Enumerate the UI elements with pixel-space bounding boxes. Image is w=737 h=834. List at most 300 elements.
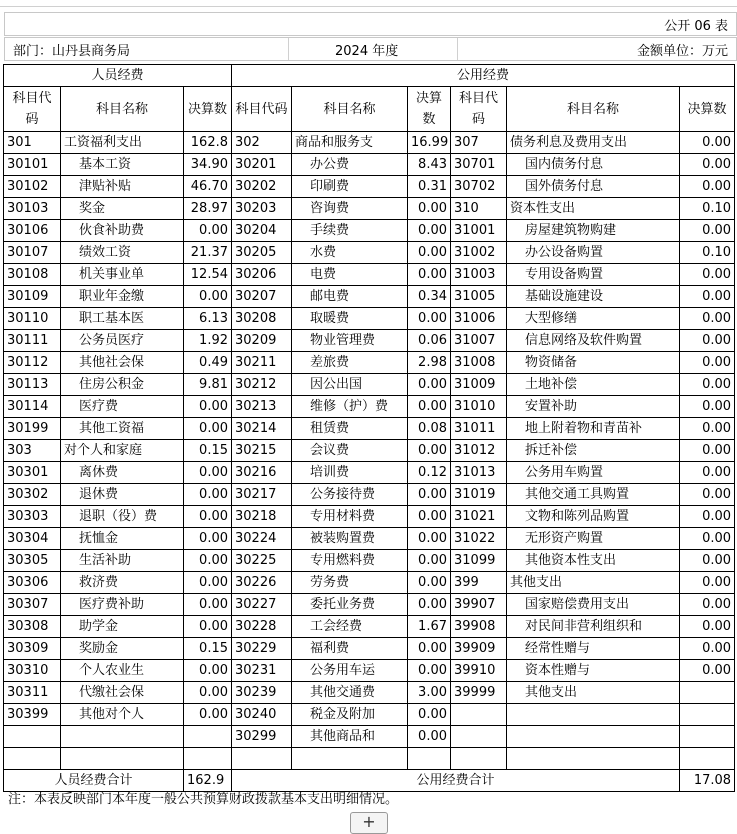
- code-cell: 31002: [451, 242, 507, 264]
- table-row: [4, 594, 735, 616]
- amount-cell: 0.00: [680, 286, 735, 308]
- code-cell: 31021: [451, 506, 507, 528]
- name-cell: 其他交通工具购置: [507, 484, 680, 506]
- name-cell: 其他社会保: [61, 352, 184, 374]
- name-cell: 个人农业生: [61, 660, 184, 682]
- name-cell: 工会经费: [292, 616, 408, 638]
- column-header-code: 科目代码: [4, 87, 61, 132]
- name-cell: 助学金: [61, 616, 184, 638]
- name-cell: 培训费: [292, 462, 408, 484]
- amount-cell: 0.00: [680, 638, 735, 660]
- name-cell: 物业管理费: [292, 330, 408, 352]
- amount-cell: 0.12: [408, 462, 451, 484]
- name-cell: 工资福利支出: [61, 132, 184, 154]
- name-cell: 邮电费: [292, 286, 408, 308]
- code-cell: 31012: [451, 440, 507, 462]
- name-cell: 其他支出: [507, 572, 680, 594]
- column-header-amount: 决算数: [680, 87, 735, 132]
- table-row: [4, 220, 735, 242]
- code-cell: 30216: [232, 462, 292, 484]
- amount-cell: 0.00: [184, 616, 232, 638]
- amount-cell: 46.70: [184, 176, 232, 198]
- code-cell: 39910: [451, 660, 507, 682]
- amount-cell: 16.99: [408, 132, 451, 154]
- public-total-label: 公用经费合计: [232, 770, 680, 792]
- name-cell: 其他交通费: [292, 682, 408, 704]
- code-cell: 30114: [4, 396, 61, 418]
- amount-cell: 0.00: [680, 550, 735, 572]
- amount-cell: 0.00: [408, 594, 451, 616]
- name-cell: 大型修缮: [507, 308, 680, 330]
- column-header-amount: 决算数: [408, 87, 451, 132]
- name-cell: 救济费: [61, 572, 184, 594]
- name-cell: 资本性赠与: [507, 660, 680, 682]
- amount-cell: 0.00: [408, 660, 451, 682]
- amount-cell: 0.00: [680, 132, 735, 154]
- name-cell: 咨询费: [292, 198, 408, 220]
- name-cell: 职业年金缴: [61, 286, 184, 308]
- code-cell: 30304: [4, 528, 61, 550]
- amount-cell: 0.15: [184, 440, 232, 462]
- table-row: [4, 462, 735, 484]
- amount-cell: 0.00: [408, 198, 451, 220]
- column-header-code: 科目代码: [451, 87, 507, 132]
- table-row: [4, 286, 735, 308]
- code-cell: [4, 726, 61, 748]
- code-cell: 31010: [451, 396, 507, 418]
- name-cell: [61, 726, 184, 748]
- amount-cell: 0.00: [184, 396, 232, 418]
- amount-cell: 3.00: [408, 682, 451, 704]
- code-cell: 303: [4, 440, 61, 462]
- name-cell: 国外债务付息: [507, 176, 680, 198]
- code-cell: 30229: [232, 638, 292, 660]
- amount-cell: 0.00: [680, 594, 735, 616]
- name-cell: 国家赔偿费用支出: [507, 594, 680, 616]
- name-cell: 因公出国: [292, 374, 408, 396]
- code-cell: 30224: [232, 528, 292, 550]
- name-cell: 经常性赠与: [507, 638, 680, 660]
- amount-cell: 21.37: [184, 242, 232, 264]
- column-header-code: 科目代码: [232, 87, 292, 132]
- code-cell: 302: [232, 132, 292, 154]
- code-cell: [451, 748, 507, 770]
- amount-cell: [680, 704, 735, 726]
- code-cell: 30399: [4, 704, 61, 726]
- amount-cell: 6.13: [184, 308, 232, 330]
- amount-cell: 0.00: [680, 572, 735, 594]
- code-cell: 30113: [4, 374, 61, 396]
- amount-cell: 0.00: [680, 154, 735, 176]
- code-cell: 30212: [232, 374, 292, 396]
- table-row: [4, 330, 735, 352]
- name-cell: 津贴补贴: [61, 176, 184, 198]
- code-cell: 31003: [451, 264, 507, 286]
- table-row: [4, 572, 735, 594]
- name-cell: 基础设施建设: [507, 286, 680, 308]
- amount-cell: 0.10: [680, 242, 735, 264]
- amount-cell: 9.81: [184, 374, 232, 396]
- name-cell: 伙食补助费: [61, 220, 184, 242]
- name-cell: 退休费: [61, 484, 184, 506]
- name-cell: 电费: [292, 264, 408, 286]
- code-cell: 30202: [232, 176, 292, 198]
- code-cell: 30239: [232, 682, 292, 704]
- name-cell: [507, 748, 680, 770]
- personnel-total-label: 人员经费合计: [4, 770, 184, 792]
- code-cell: 30106: [4, 220, 61, 242]
- name-cell: 公务用车运: [292, 660, 408, 682]
- amount-cell: 0.34: [408, 286, 451, 308]
- amount-cell: 34.90: [184, 154, 232, 176]
- name-cell: 生活补助: [61, 550, 184, 572]
- name-cell: 维修（护）费: [292, 396, 408, 418]
- name-cell: 税金及附加: [292, 704, 408, 726]
- code-cell: 31019: [451, 484, 507, 506]
- amount-cell: 0.08: [408, 418, 451, 440]
- table-row: [4, 352, 735, 374]
- table-row: [4, 528, 735, 550]
- name-cell: 奖金: [61, 198, 184, 220]
- amount-cell: 0.00: [184, 462, 232, 484]
- name-cell: 劳务费: [292, 572, 408, 594]
- name-cell: [61, 748, 184, 770]
- amount-cell: 0.06: [408, 330, 451, 352]
- name-cell: 医疗费补助: [61, 594, 184, 616]
- name-cell: 专用燃料费: [292, 550, 408, 572]
- amount-cell: 1.92: [184, 330, 232, 352]
- amount-cell: 0.00: [680, 264, 735, 286]
- name-cell: 基本工资: [61, 154, 184, 176]
- name-cell: [292, 748, 408, 770]
- expenditure-table: [3, 64, 735, 792]
- code-cell: 31011: [451, 418, 507, 440]
- info-divider: [288, 38, 289, 60]
- code-cell: [4, 748, 61, 770]
- code-cell: 31009: [451, 374, 507, 396]
- code-cell: 30301: [4, 462, 61, 484]
- code-cell: 30305: [4, 550, 61, 572]
- name-cell: [507, 704, 680, 726]
- table-row: [4, 704, 735, 726]
- amount-cell: 0.00: [680, 374, 735, 396]
- code-cell: 30201: [232, 154, 292, 176]
- name-cell: 离休费: [61, 462, 184, 484]
- amount-cell: 0.00: [184, 484, 232, 506]
- name-cell: 无形资产购置: [507, 528, 680, 550]
- code-cell: 30309: [4, 638, 61, 660]
- amount-cell: 0.31: [408, 176, 451, 198]
- name-cell: 公务用车购置: [507, 462, 680, 484]
- name-cell: 国内债务付息: [507, 154, 680, 176]
- name-cell: 医疗费: [61, 396, 184, 418]
- code-cell: 30311: [4, 682, 61, 704]
- name-cell: 住房公积金: [61, 374, 184, 396]
- amount-cell: [184, 748, 232, 770]
- unit-label: 金额单位：万元: [636, 44, 728, 59]
- table-row: [4, 132, 735, 154]
- amount-cell: 0.00: [680, 418, 735, 440]
- amount-cell: 0.00: [184, 572, 232, 594]
- amount-cell: 0.00: [408, 704, 451, 726]
- table-row: [4, 418, 735, 440]
- code-cell: 30103: [4, 198, 61, 220]
- amount-cell: 0.00: [184, 594, 232, 616]
- table-row: [4, 264, 735, 286]
- amount-cell: 0.00: [680, 660, 735, 682]
- name-cell: 其他工资福: [61, 418, 184, 440]
- name-cell: 资本性支出: [507, 198, 680, 220]
- amount-cell: 0.00: [408, 550, 451, 572]
- amount-cell: 0.00: [408, 374, 451, 396]
- name-cell: 安置补助: [507, 396, 680, 418]
- code-cell: 39999: [451, 682, 507, 704]
- name-cell: 物资储备: [507, 352, 680, 374]
- name-cell: 职工基本医: [61, 308, 184, 330]
- code-cell: 30214: [232, 418, 292, 440]
- name-cell: 房屋建筑物购建: [507, 220, 680, 242]
- name-cell: 抚恤金: [61, 528, 184, 550]
- code-cell: 30702: [451, 176, 507, 198]
- code-cell: 30199: [4, 418, 61, 440]
- code-cell: 301: [4, 132, 61, 154]
- table-row: [4, 242, 735, 264]
- table-row: [4, 484, 735, 506]
- code-cell: 30203: [232, 198, 292, 220]
- amount-cell: 0.49: [184, 352, 232, 374]
- amount-cell: 0.00: [184, 506, 232, 528]
- table-row: [4, 748, 735, 770]
- amount-cell: 0.00: [184, 418, 232, 440]
- table-number-row: [4, 12, 737, 36]
- code-cell: 30211: [232, 352, 292, 374]
- amount-cell: [184, 726, 232, 748]
- amount-cell: 0.00: [680, 462, 735, 484]
- code-cell: 30209: [232, 330, 292, 352]
- table-row: [4, 176, 735, 198]
- amount-cell: 162.8: [184, 132, 232, 154]
- amount-cell: [680, 748, 735, 770]
- code-cell: 30299: [232, 726, 292, 748]
- zoom-in-button[interactable]: +: [350, 812, 388, 834]
- amount-cell: 0.00: [408, 484, 451, 506]
- name-cell: 专用材料费: [292, 506, 408, 528]
- amount-cell: 0.00: [408, 528, 451, 550]
- code-cell: 30231: [232, 660, 292, 682]
- name-cell: 地上附着物和青苗补: [507, 418, 680, 440]
- amount-cell: 0.00: [408, 506, 451, 528]
- code-cell: 39908: [451, 616, 507, 638]
- amount-cell: 0.10: [680, 198, 735, 220]
- column-header-row: [4, 87, 735, 132]
- name-cell: 委托业务费: [292, 594, 408, 616]
- name-cell: 机关事业单: [61, 264, 184, 286]
- name-cell: 其他资本性支出: [507, 550, 680, 572]
- amount-cell: 0.00: [680, 440, 735, 462]
- name-cell: 专用设备购置: [507, 264, 680, 286]
- info-divider: [457, 38, 458, 60]
- code-cell: 39909: [451, 638, 507, 660]
- amount-cell: 8.43: [408, 154, 451, 176]
- code-cell: 30206: [232, 264, 292, 286]
- table-row: [4, 198, 735, 220]
- amount-cell: 0.00: [408, 638, 451, 660]
- name-cell: 对个人和家庭: [61, 440, 184, 462]
- name-cell: 债务利息及费用支出: [507, 132, 680, 154]
- name-cell: 租赁费: [292, 418, 408, 440]
- table-row: [4, 308, 735, 330]
- public-section-title: 公用经费: [232, 65, 735, 87]
- name-cell: 水费: [292, 242, 408, 264]
- amount-cell: 0.00: [680, 396, 735, 418]
- amount-cell: 0.00: [408, 220, 451, 242]
- amount-cell: 0.15: [184, 638, 232, 660]
- amount-cell: 28.97: [184, 198, 232, 220]
- amount-cell: 0.00: [408, 396, 451, 418]
- name-cell: 退职（役）费: [61, 506, 184, 528]
- name-cell: 印刷费: [292, 176, 408, 198]
- code-cell: 30225: [232, 550, 292, 572]
- table-row: [4, 638, 735, 660]
- personnel-total-value: 162.9: [184, 770, 232, 792]
- name-cell: 商品和服务支: [292, 132, 408, 154]
- personnel-section-title: 人员经费: [4, 65, 232, 87]
- name-cell: 奖励金: [61, 638, 184, 660]
- table-row: [4, 374, 735, 396]
- code-cell: 30310: [4, 660, 61, 682]
- amount-cell: 0.00: [680, 528, 735, 550]
- code-cell: 30307: [4, 594, 61, 616]
- amount-cell: 0.00: [680, 352, 735, 374]
- name-cell: 公务接待费: [292, 484, 408, 506]
- info-row: [4, 37, 737, 61]
- table-row: [4, 726, 735, 748]
- table-number: 公开 06 表: [664, 19, 728, 34]
- amount-cell: 1.67: [408, 616, 451, 638]
- amount-cell: 0.00: [680, 308, 735, 330]
- name-cell: 其他支出: [507, 682, 680, 704]
- amount-cell: 0.00: [184, 682, 232, 704]
- table-row: [4, 440, 735, 462]
- code-cell: 30302: [4, 484, 61, 506]
- code-cell: 30107: [4, 242, 61, 264]
- table-row: [4, 616, 735, 638]
- name-cell: 福利费: [292, 638, 408, 660]
- code-cell: 31007: [451, 330, 507, 352]
- code-cell: 30240: [232, 704, 292, 726]
- amount-cell: 0.00: [408, 572, 451, 594]
- public-total-value: 17.08: [680, 770, 735, 792]
- amount-cell: 0.00: [184, 528, 232, 550]
- name-cell: 被装购置费: [292, 528, 408, 550]
- amount-cell: 0.00: [680, 506, 735, 528]
- name-cell: 办公设备购置: [507, 242, 680, 264]
- code-cell: 30228: [232, 616, 292, 638]
- code-cell: 30108: [4, 264, 61, 286]
- amount-cell: 0.00: [184, 286, 232, 308]
- code-cell: 30308: [4, 616, 61, 638]
- code-cell: 307: [451, 132, 507, 154]
- year-label: 2024 年度: [335, 44, 399, 59]
- code-cell: 30226: [232, 572, 292, 594]
- code-cell: 30207: [232, 286, 292, 308]
- amount-cell: [680, 726, 735, 748]
- amount-cell: 0.00: [408, 242, 451, 264]
- code-cell: 31005: [451, 286, 507, 308]
- code-cell: 31013: [451, 462, 507, 484]
- name-cell: [507, 726, 680, 748]
- amount-cell: [408, 748, 451, 770]
- name-cell: 取暖费: [292, 308, 408, 330]
- code-cell: 30227: [232, 594, 292, 616]
- amount-cell: [680, 682, 735, 704]
- code-cell: 39907: [451, 594, 507, 616]
- code-cell: [451, 726, 507, 748]
- table-row: [4, 660, 735, 682]
- amount-cell: 0.00: [184, 220, 232, 242]
- amount-cell: 0.00: [408, 264, 451, 286]
- code-cell: 30701: [451, 154, 507, 176]
- amount-cell: 0.00: [680, 616, 735, 638]
- name-cell: 其他对个人: [61, 704, 184, 726]
- amount-cell: 0.00: [680, 330, 735, 352]
- top-divider: [0, 0, 737, 7]
- name-cell: 土地补偿: [507, 374, 680, 396]
- code-cell: 30112: [4, 352, 61, 374]
- code-cell: 30101: [4, 154, 61, 176]
- column-header-name: 科目名称: [61, 87, 184, 132]
- name-cell: 公务员医疗: [61, 330, 184, 352]
- amount-cell: 0.00: [680, 484, 735, 506]
- amount-cell: 0.00: [408, 726, 451, 748]
- code-cell: 31008: [451, 352, 507, 374]
- name-cell: 对民间非营利组织和: [507, 616, 680, 638]
- code-cell: 30218: [232, 506, 292, 528]
- code-cell: 30109: [4, 286, 61, 308]
- code-cell: 310: [451, 198, 507, 220]
- amount-cell: 0.00: [680, 220, 735, 242]
- amount-cell: 0.00: [184, 704, 232, 726]
- code-cell: 30217: [232, 484, 292, 506]
- code-cell: 30102: [4, 176, 61, 198]
- amount-cell: 2.98: [408, 352, 451, 374]
- code-cell: 30215: [232, 440, 292, 462]
- table-row: [4, 550, 735, 572]
- code-cell: [232, 748, 292, 770]
- footnote: 注：本表反映部门本年度一般公共预算财政拨款基本支出明细情况。: [8, 792, 399, 807]
- name-cell: 信息网络及软件购置: [507, 330, 680, 352]
- name-cell: 其他商品和: [292, 726, 408, 748]
- column-header-name: 科目名称: [507, 87, 680, 132]
- code-cell: 30204: [232, 220, 292, 242]
- code-cell: 30205: [232, 242, 292, 264]
- amount-cell: 12.54: [184, 264, 232, 286]
- name-cell: 代缴社会保: [61, 682, 184, 704]
- name-cell: 拆迁补偿: [507, 440, 680, 462]
- name-cell: 差旅费: [292, 352, 408, 374]
- amount-cell: 0.00: [680, 176, 735, 198]
- amount-cell: 0.00: [184, 660, 232, 682]
- code-cell: 31022: [451, 528, 507, 550]
- department-label: 部门：山丹县商务局: [13, 44, 131, 59]
- code-cell: 399: [451, 572, 507, 594]
- table-row: [4, 506, 735, 528]
- column-header-amount: 决算数: [184, 87, 232, 132]
- code-cell: 30213: [232, 396, 292, 418]
- name-cell: 手续费: [292, 220, 408, 242]
- name-cell: 文物和陈列品购置: [507, 506, 680, 528]
- code-cell: 31001: [451, 220, 507, 242]
